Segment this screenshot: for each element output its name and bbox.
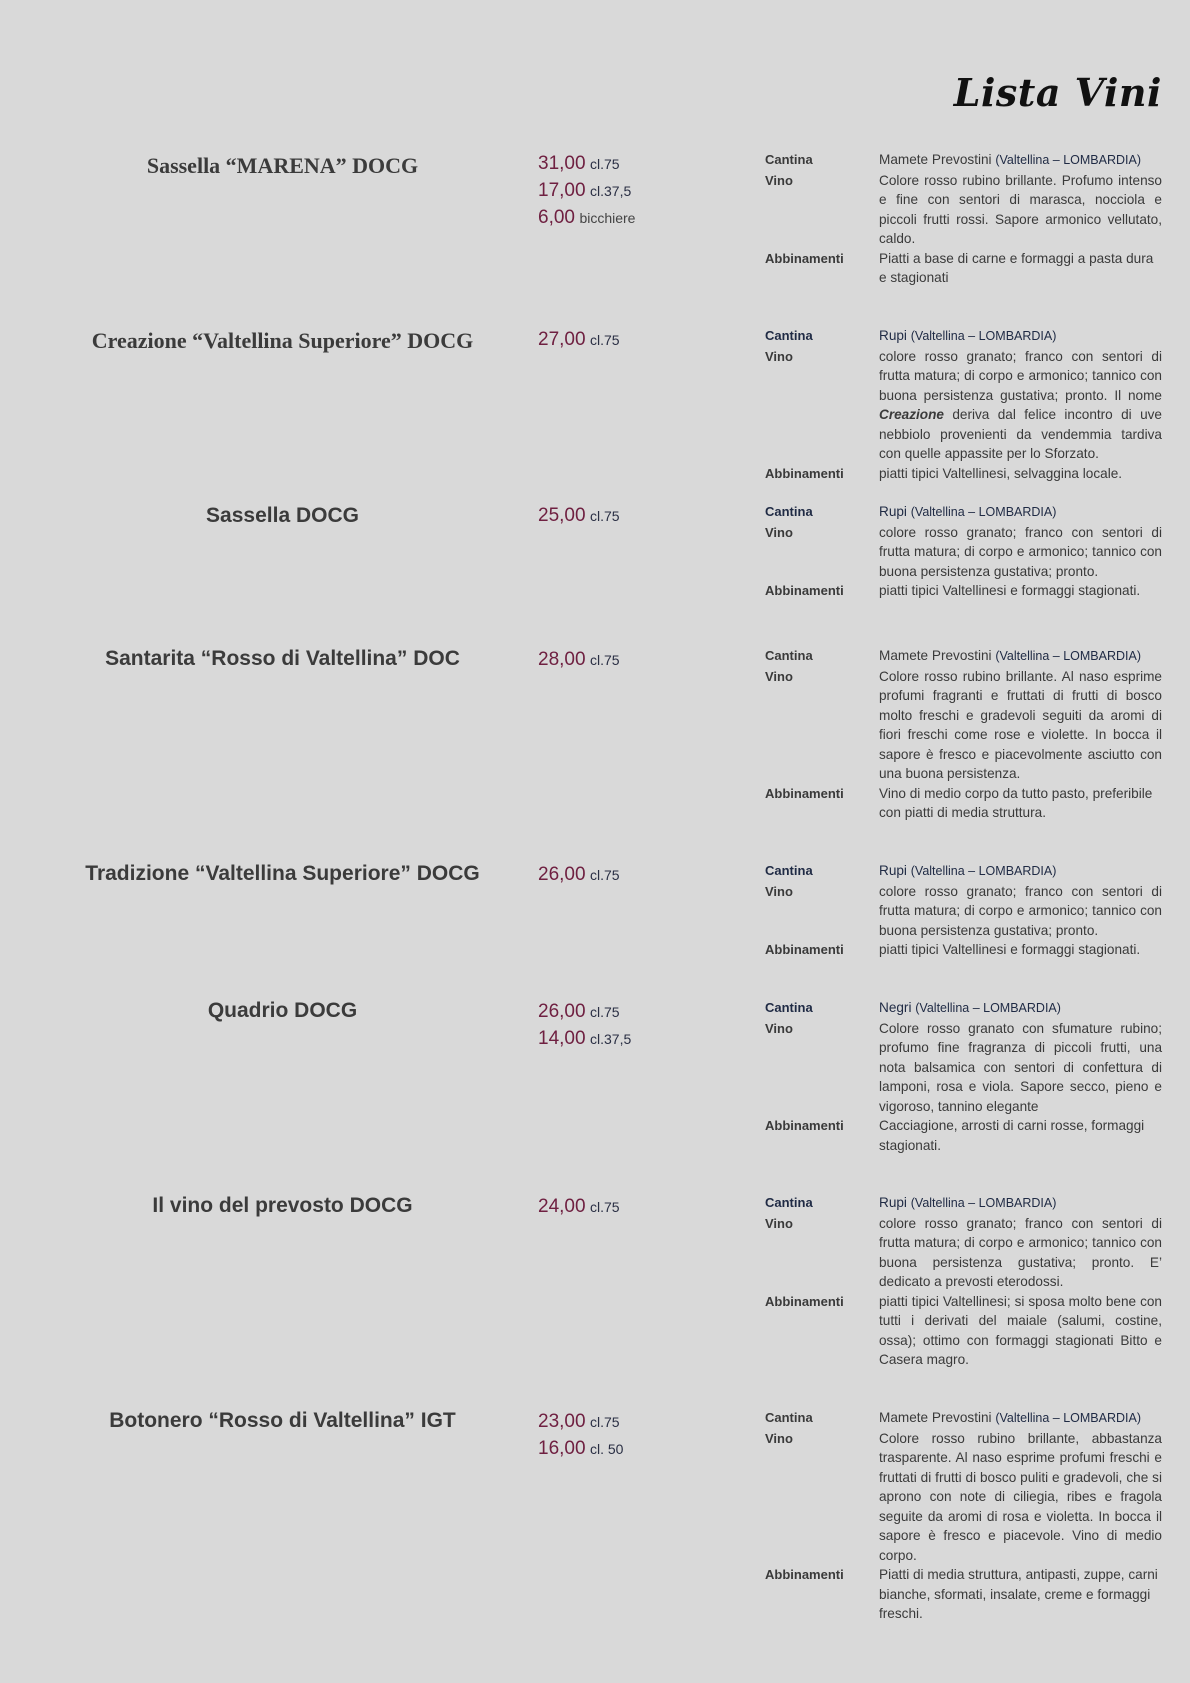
wine-details: [765, 646, 1162, 823]
cantina-label: Cantina: [765, 1410, 813, 1425]
wine-details: [765, 326, 1162, 483]
wine-prices: [538, 326, 620, 353]
vino-description-emphasis: Creazione: [879, 407, 944, 422]
wine-details: [765, 998, 1162, 1155]
cantina-row: [765, 502, 1162, 523]
abbinamenti-text: piatti tipici Valtellinesi e formaggi stagionati.: [879, 583, 1141, 598]
wine-details: [765, 1408, 1162, 1624]
wine-prices: [538, 150, 635, 231]
cantina-value: [879, 150, 1162, 171]
price-line: [538, 1408, 623, 1435]
winery-name: Rupi: [879, 1195, 907, 1210]
vino-description: Colore rosso rubino brillante, abbastanza trasparente. Al naso esprime profumi freschi e fruttati di frutti di bosco puliti e gradevoli, che si aprono con note di ciliegia, ribes e fragola seguite da aromi di rosa e violetta. In bocca il sapore è fresco e piacevole. Vino di medio corpo.: [879, 1430, 1162, 1563]
cantina-row: [765, 998, 1162, 1019]
winery-name: Mamete Prevostini: [879, 648, 992, 663]
vino-row: [765, 1019, 1162, 1117]
abbinamenti-row: [765, 464, 1162, 484]
wine-details: [765, 150, 1162, 288]
price-size: cl.75: [590, 652, 620, 668]
abbinamenti-text: Cacciagione, arrosti di carni rosse, formaggi stagionati.: [879, 1118, 1145, 1153]
price-size: cl. 50: [590, 1441, 624, 1457]
vino-label: Vino: [765, 1020, 793, 1036]
cantina-label: Cantina: [765, 504, 813, 519]
winery-name: Mamete Prevostini: [879, 1410, 992, 1425]
abbinamenti-label: Abbinamenti: [765, 250, 844, 266]
price-size: cl.75: [590, 332, 620, 348]
cantina-label: Cantina: [765, 648, 813, 663]
winery-region: (Valtellina – LOMBARDIA): [995, 153, 1142, 167]
abbinamenti-text: Piatti a base di carne e formaggi a pasta dura e stagionati: [879, 250, 1154, 285]
cantina-value: [879, 998, 1162, 1019]
price-line: [538, 646, 620, 673]
price-line: [538, 1193, 620, 1220]
abbinamenti-text: piatti tipici Valtellinesi e formaggi stagionati.: [879, 942, 1141, 957]
vino-label: Vino: [765, 524, 793, 540]
price-size: cl.37,5: [590, 1031, 632, 1047]
winery-region: (Valtellina – LOMBARDIA): [995, 1411, 1142, 1425]
vino-row: [765, 171, 1162, 249]
vino-label: Vino: [765, 883, 793, 899]
price-line: [538, 150, 635, 177]
page-title: Lista Vini: [953, 70, 1162, 115]
winery-name: Rupi: [879, 504, 907, 519]
price-amount: 23,00: [538, 1411, 586, 1432]
wine-details: [765, 1193, 1162, 1370]
cantina-row: [765, 326, 1162, 347]
price-size: cl.75: [590, 867, 620, 883]
winery-region: (Valtellina – LOMBARDIA): [910, 505, 1057, 519]
cantina-value: [879, 646, 1162, 667]
vino-row: [765, 347, 1162, 464]
price-size: cl.75: [590, 156, 620, 172]
abbinamenti-label: Abbinamenti: [765, 785, 844, 801]
abbinamenti-label: Abbinamenti: [765, 465, 844, 481]
price-size: cl.75: [590, 1414, 620, 1430]
cantina-value: [879, 1408, 1162, 1429]
wine-prices: [538, 861, 620, 888]
cantina-row: [765, 1193, 1162, 1214]
price-amount: 24,00: [538, 1196, 586, 1217]
wine-prices: [538, 1193, 620, 1220]
wine-name: Quadrio DOCG: [207, 999, 358, 1022]
winery-region: (Valtellina – LOMBARDIA): [910, 329, 1057, 343]
abbinamenti-row: [765, 1116, 1162, 1155]
price-amount: 6,00: [538, 207, 575, 228]
wine-name: Sassella DOCG: [206, 504, 359, 527]
wine-name: Botonero “Rosso di Valtellina” IGT: [109, 1409, 456, 1432]
price-amount: 27,00: [538, 329, 586, 350]
winery-name: Negri: [879, 1000, 912, 1015]
wine-name: Sassella “MARENA” DOCG: [146, 153, 419, 178]
cantina-label: Cantina: [765, 152, 813, 167]
abbinamenti-row: [765, 1292, 1162, 1370]
vino-label: Vino: [765, 1215, 793, 1231]
cantina-value: [879, 502, 1162, 523]
abbinamenti-label: Abbinamenti: [765, 1118, 844, 1133]
abbinamenti-row: [765, 940, 1162, 960]
wine-prices: [538, 1408, 623, 1462]
vino-row: [765, 667, 1162, 784]
winery-region: (Valtellina – LOMBARDIA): [915, 1001, 1061, 1015]
wine-name: Il vino del prevosto DOCG: [152, 1194, 413, 1217]
winery-name: Rupi: [879, 863, 907, 878]
vino-label: Vino: [765, 348, 793, 364]
winery-name: Mamete Prevostini: [879, 152, 992, 167]
price-amount: 25,00: [538, 505, 586, 526]
cantina-row: [765, 646, 1162, 667]
vino-description: colore rosso granato; franco con sentori di frutta matura; di corpo e armonico; tannico con buona persistenza gustativa; pronto. E’ dedicato a prevosti eterodossi.: [879, 1215, 1162, 1289]
vino-description: Colore rosso rubino brillante. Al naso esprime profumi fragranti e fruttati di frutti di bosco molto freschi e gradevoli seguiti da aromi di fiori freschi come rose e violette. In bocca il sapore è fresco e piacevolmente asciutto con una buona persistenza.: [879, 668, 1162, 781]
winery-region: (Valtellina – LOMBARDIA): [910, 864, 1057, 878]
price-size: bicchiere: [579, 210, 636, 226]
cantina-value: [879, 1193, 1162, 1214]
cantina-label: Cantina: [765, 1195, 813, 1210]
price-line: [538, 1435, 623, 1462]
wine-name: Santarita “Rosso di Valtellina” DOC: [105, 647, 460, 670]
abbinamenti-label: Abbinamenti: [765, 1293, 844, 1309]
vino-row: [765, 1429, 1162, 1566]
vino-description: colore rosso granato; franco con sentori di frutta matura; di corpo e armonico; tannico con buona persistenza gustativa; pronto.: [879, 524, 1162, 579]
cantina-row: [765, 150, 1162, 171]
price-size: cl.75: [590, 508, 620, 524]
price-line: [538, 998, 631, 1025]
vino-description: Colore rosso granato con sfumature rubino; profumo fine fragranza di piccoli frutti, una nota balsamica con sentori di confettura di lamponi, rosa e viola. Sapore secco, pieno e vigoroso, tannino elegante: [879, 1020, 1162, 1114]
cantina-label: Cantina: [765, 1000, 813, 1015]
vino-description: [879, 347, 1162, 464]
wine-details: [765, 861, 1162, 960]
price-amount: 16,00: [538, 1438, 586, 1459]
vino-description-start: colore rosso granato; franco con sentori di frutta matura; di corpo e armonico; tannico con buona persistenza gustativa; pronto. Il nome: [879, 348, 1162, 403]
abbinamenti-text: piatti tipici Valtellinesi, selvaggina locale.: [879, 465, 1123, 481]
abbinamenti-label: Abbinamenti: [765, 942, 844, 957]
cantina-value: [879, 861, 1162, 882]
wine-name: Creazione “Valtellina Superiore” DOCG: [91, 328, 474, 353]
abbinamenti-label: Abbinamenti: [765, 1567, 844, 1582]
price-amount: 14,00: [538, 1028, 586, 1049]
abbinamenti-text: Piatti di media struttura, antipasti, zuppe, carni bianche, sformati, insalate, creme e formaggi freschi.: [879, 1567, 1158, 1621]
vino-label: Vino: [765, 1430, 793, 1446]
price-amount: 26,00: [538, 864, 586, 885]
vino-row: [765, 882, 1162, 941]
abbinamenti-text: Vino di medio corpo da tutto pasto, preferibile con piatti di media struttura.: [879, 785, 1153, 820]
wine-prices: [538, 646, 620, 673]
vino-row: [765, 1214, 1162, 1292]
winery-region: (Valtellina – LOMBARDIA): [910, 1196, 1057, 1210]
abbinamenti-label: Abbinamenti: [765, 583, 844, 598]
winery-region: (Valtellina – LOMBARDIA): [995, 649, 1142, 663]
price-size: cl.75: [590, 1004, 620, 1020]
vino-label: Vino: [765, 668, 793, 684]
wine-details: [765, 502, 1162, 601]
vino-description: colore rosso granato; franco con sentori di frutta matura; di corpo e armonico; tannico con buona persistenza gustativa; pronto.: [879, 883, 1162, 938]
wine-name: Tradizione “Valtellina Superiore” DOCG: [85, 862, 480, 885]
vino-description-end: deriva dal felice incontro di uve nebbiolo provenienti da vendemmia tardiva con quelle appassite per lo Sforzato.: [879, 407, 1162, 461]
price-line: [538, 502, 620, 529]
price-line: [538, 326, 620, 353]
abbinamenti-row: [765, 249, 1162, 288]
price-amount: 17,00: [538, 180, 586, 201]
price-amount: 31,00: [538, 153, 586, 174]
price-amount: 26,00: [538, 1001, 586, 1022]
vino-description: Colore rosso rubino brillante. Profumo intenso e fine con sentori di marasca, nocciola e piccoli frutti rossi. Sapore armonico vellutato, caldo.: [879, 172, 1162, 246]
abbinamenti-row: [765, 581, 1162, 601]
price-line: [538, 177, 635, 204]
price-amount: 28,00: [538, 649, 586, 670]
abbinamenti-text: piatti tipici Valtellinesi; si sposa molto bene con tutti i derivati del maiale (salumi, costine, ossa); ottimo con formaggi stagionati Bitto e Casera magro.: [879, 1293, 1162, 1367]
price-size: cl.75: [590, 1199, 620, 1215]
abbinamenti-row: [765, 784, 1162, 823]
cantina-row: [765, 1408, 1162, 1429]
cantina-label: Cantina: [765, 328, 813, 343]
price-line: [538, 204, 635, 231]
cantina-value: [879, 326, 1162, 347]
wine-prices: [538, 502, 620, 529]
price-line: [538, 861, 620, 888]
price-line: [538, 1025, 631, 1052]
price-size: cl.37,5: [590, 183, 632, 199]
wine-prices: [538, 998, 631, 1052]
cantina-label: Cantina: [765, 863, 813, 878]
vino-row: [765, 523, 1162, 582]
vino-label: Vino: [765, 172, 793, 188]
winery-name: Rupi: [879, 328, 907, 343]
cantina-row: [765, 861, 1162, 882]
abbinamenti-row: [765, 1565, 1162, 1624]
